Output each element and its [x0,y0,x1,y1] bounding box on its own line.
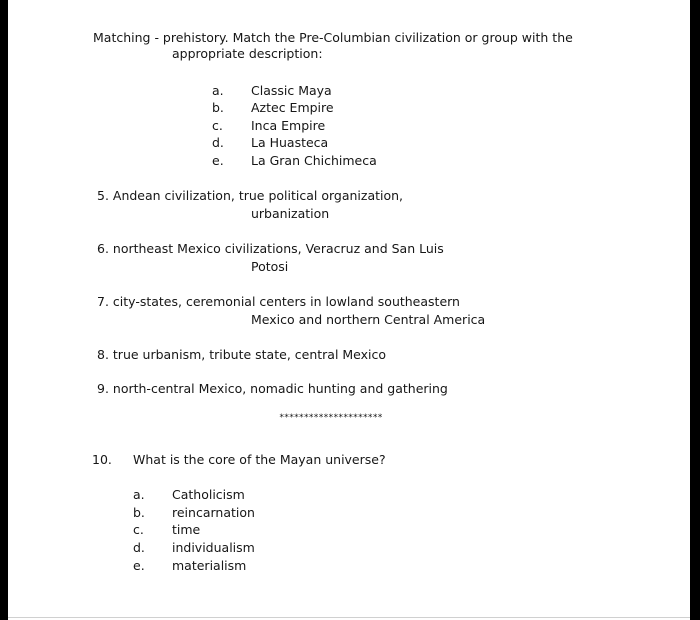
option-la-gran-chichimeca: La Gran Chichimeca [251,153,377,168]
q10-option-letter-e: e. [133,558,145,573]
question-8: 8. true urbanism, tribute state, central Mexico [97,347,387,362]
star-separator: ********************* [279,413,383,423]
option-la-huasteca: La Huasteca [251,135,329,150]
question-7: 7. city-states, ceremonial centers in lowland southeastern [97,294,460,309]
q10-option-materialism: materialism [172,558,247,573]
option-inca-empire: Inca Empire [251,118,326,133]
q10-option-letter-b: b. [133,505,145,520]
matching-heading: Matching - prehistory. Match the Pre-Columbian civilization or group with the [93,30,573,45]
option-letter-d: d. [212,135,224,150]
question-10-text: What is the core of the Mayan universe? [133,452,386,467]
matching-heading-continued: appropriate description: [172,46,323,61]
q10-option-letter-d: d. [133,540,145,555]
question-6: 6. northeast Mexico civilizations, Veracruz and San Luis [97,241,444,256]
right-black-edge [690,0,700,620]
question-6-continued: Potosi [251,259,289,274]
q10-option-reincarnation: reincarnation [172,505,255,520]
q10-option-catholicism: Catholicism [172,487,245,502]
question-10-number: 10. [92,452,112,467]
bottom-border [8,617,690,618]
q10-option-individualism: individualism [172,540,255,555]
q10-option-letter-a: a. [133,487,145,502]
question-5: 5. Andean civilization, true political organization, [97,188,404,203]
option-letter-b: b. [212,100,224,115]
option-letter-c: c. [212,118,223,133]
question-5-continued: urbanization [251,206,330,221]
option-letter-e: e. [212,153,224,168]
left-black-edge [0,0,8,620]
option-classic-maya: Classic Maya [251,83,332,98]
option-aztec-empire: Aztec Empire [251,100,334,115]
option-letter-a: a. [212,83,224,98]
q10-option-time: time [172,522,201,537]
question-7-continued: Mexico and northern Central America [251,312,486,327]
q10-option-letter-c: c. [133,522,144,537]
question-9: 9. north-central Mexico, nomadic hunting and gathering [97,381,448,396]
